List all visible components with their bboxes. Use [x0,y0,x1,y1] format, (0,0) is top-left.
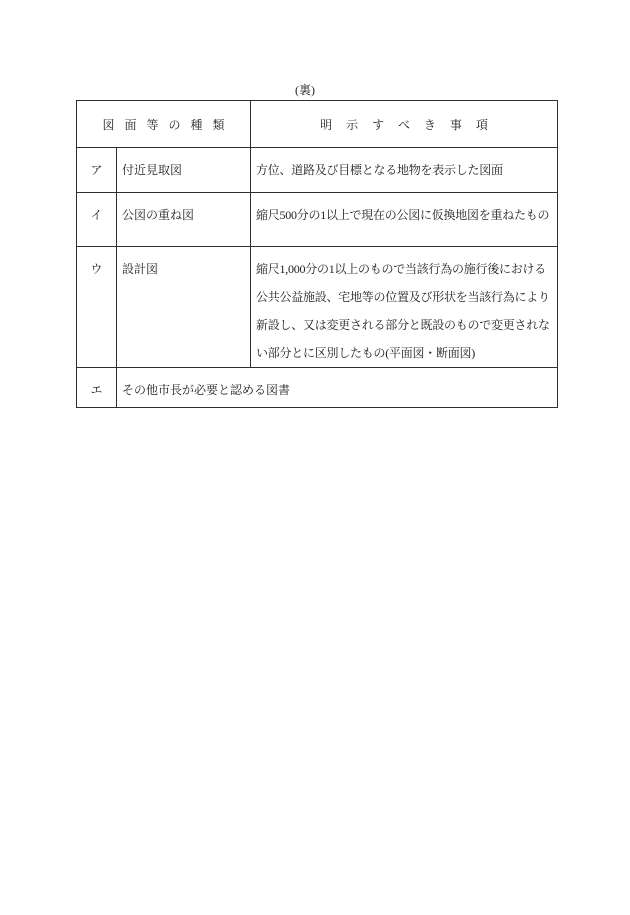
row-b-description: 縮尺500分の1以上で現在の公図に仮換地図を重ねたもの [251,193,558,247]
table-row-d [77,368,558,408]
row-a-description: 方位、道路及び目標となる地物を表示した図面 [251,148,558,193]
row-a-type: 付近見取図 [117,148,251,193]
table-row-a [77,148,558,193]
back-side-label: (裏) [295,83,315,97]
row-d-letter: エ [77,368,117,408]
row-b-letter: イ [77,193,117,247]
row-d-merged-text: その他市長が必要と認める図書 [117,368,558,408]
row-b-type: 公図の重ね図 [117,193,251,247]
row-c-letter: ウ [77,247,117,368]
row-c-description: 縮尺1,000分の1以上のもので当該行為の施行後における公共公益施設、宅地等の位置及び形状を当該行為により新設し、又は変更される部分と既設のもので変更されない部分とに区別したもの(平面図・断面図) [251,247,558,368]
table-row-c [77,247,558,368]
row-c-type: 設計図 [117,247,251,368]
row-a-letter: ア [77,148,117,193]
table-header-row [77,101,558,148]
table-row-b [77,193,558,247]
drawings-table [76,100,558,408]
header-drawing-type: 図面等の種類 [77,101,251,148]
header-items-to-indicate: 明示すべき事項 [251,101,558,148]
